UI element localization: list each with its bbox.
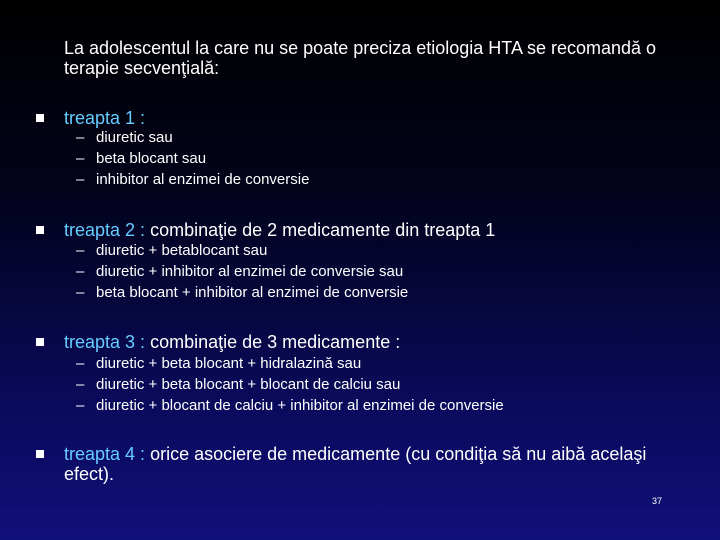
square-bullet-icon bbox=[36, 226, 44, 234]
dash-icon: – bbox=[76, 397, 85, 414]
level-1-label: treapta 1 : bbox=[64, 108, 146, 128]
level-3-text: combinaţie de 3 medicamente : bbox=[150, 332, 401, 352]
list-item: – diuretic + beta blocant + hidralazină sau bbox=[76, 355, 362, 372]
list-item: – diuretic + inhibitor al enzimei de conversie sau bbox=[76, 263, 404, 280]
dash-icon: – bbox=[76, 284, 85, 301]
level-3-items bbox=[76, 353, 696, 416]
list-item: – diuretic sau bbox=[76, 129, 173, 146]
dash-icon: – bbox=[76, 263, 85, 280]
dash-icon: – bbox=[76, 355, 85, 372]
level-2-text: combinaţie de 2 medicamente din treapta 1 bbox=[150, 220, 496, 240]
level-2-heading bbox=[64, 220, 495, 240]
level-3-heading bbox=[64, 332, 400, 352]
dash-icon: – bbox=[76, 242, 85, 259]
dash-icon: – bbox=[76, 376, 85, 393]
list-item: – diuretic + betablocant sau bbox=[76, 242, 268, 259]
list-item: – beta blocant + inhibitor al enzimei de conversie bbox=[76, 284, 409, 301]
dash-icon: – bbox=[76, 171, 85, 188]
level-1-heading bbox=[64, 108, 145, 128]
square-bullet-icon bbox=[36, 450, 44, 458]
level-4-label: treapta 4 : bbox=[64, 444, 146, 464]
intro-text: La adolescentul la care nu se poate preciza etiologia HTA se recomandă o terapie secvenţială: bbox=[64, 38, 657, 78]
square-bullet-icon bbox=[36, 114, 44, 122]
level-2-items bbox=[76, 240, 696, 303]
level-1-items bbox=[76, 127, 696, 190]
list-item: – diuretic + blocant de calciu + inhibitor al enzimei de conversie bbox=[76, 397, 504, 414]
page-number: 37 bbox=[652, 496, 663, 506]
level-2-label: treapta 2 : bbox=[64, 220, 146, 240]
level-3-label: treapta 3 : bbox=[64, 332, 146, 352]
level-4-heading bbox=[64, 444, 664, 484]
list-item: – beta blocant sau bbox=[76, 150, 207, 167]
dash-icon: – bbox=[76, 129, 85, 146]
list-item: – diuretic + beta blocant + blocant de calciu sau bbox=[76, 376, 401, 393]
level-4-text: orice asociere de medicamente (cu condiţia să nu aibă acelaşi efect). bbox=[64, 444, 647, 484]
dash-icon: – bbox=[76, 150, 85, 167]
square-bullet-icon bbox=[36, 338, 44, 346]
list-item: – inhibitor al enzimei de conversie bbox=[76, 171, 310, 188]
